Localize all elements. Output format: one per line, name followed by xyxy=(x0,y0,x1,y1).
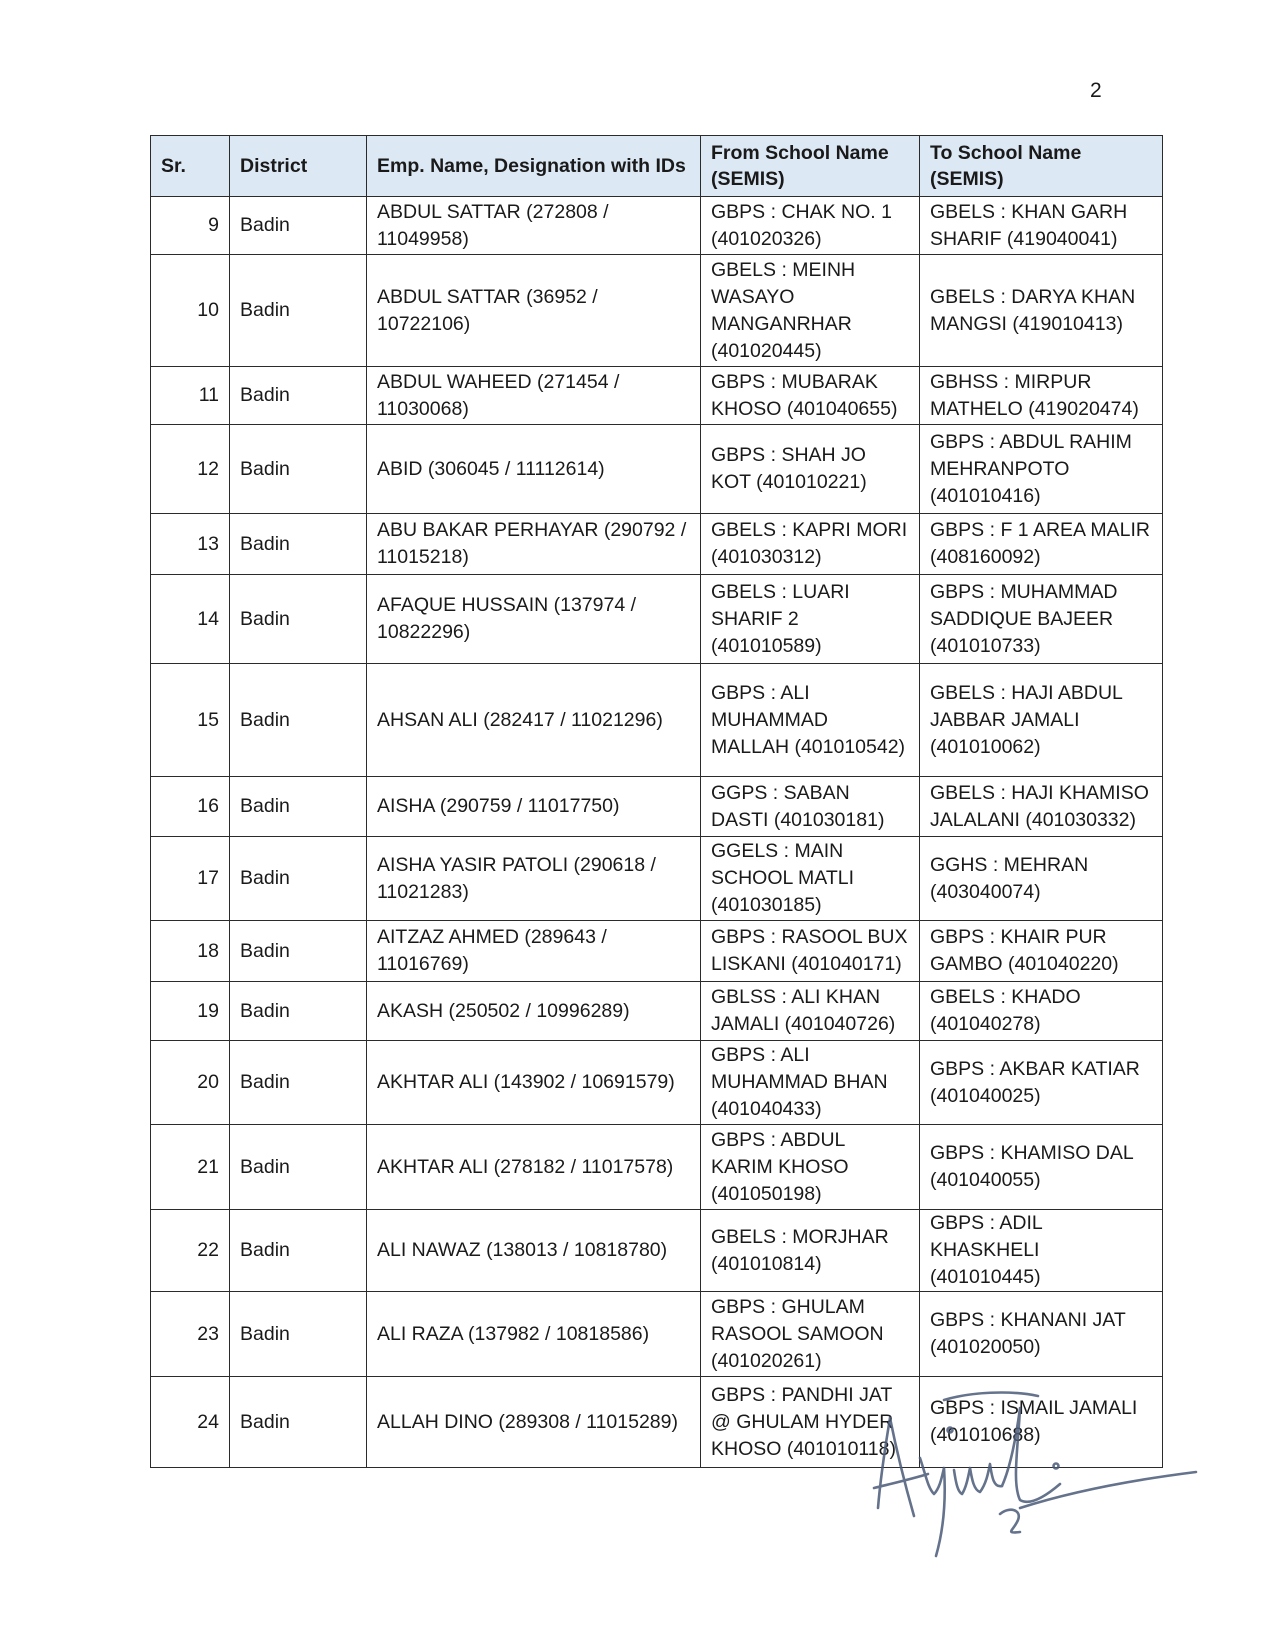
cell-to-school: GBELS : KHADO (401040278) xyxy=(920,982,1163,1041)
cell-to-school: GBPS : MUHAMMAD SADDIQUE BAJEER (401010733) xyxy=(920,575,1163,664)
cell-sr: 14 xyxy=(151,575,230,664)
cell-employee: AISHA YASIR PATOLI (290618 / 11021283) xyxy=(367,837,701,921)
table-row xyxy=(151,777,1163,837)
cell-to-school: GBELS : DARYA KHAN MANGSI (419010413) xyxy=(920,255,1163,367)
header-from-school: From School Name (SEMIS) xyxy=(701,136,920,197)
table-row xyxy=(151,1210,1163,1292)
table-row xyxy=(151,664,1163,777)
cell-district: Badin xyxy=(230,197,367,255)
cell-from-school: GBPS : ABDUL KARIM KHOSO (401050198) xyxy=(701,1125,920,1210)
cell-to-school: GBPS : KHANANI JAT (401020050) xyxy=(920,1292,1163,1377)
cell-employee: ALI RAZA (137982 / 10818586) xyxy=(367,1292,701,1377)
cell-district: Badin xyxy=(230,1041,367,1125)
table-row xyxy=(151,1041,1163,1125)
cell-employee: AITZAZ AHMED (289643 / 11016769) xyxy=(367,921,701,982)
cell-from-school: GBELS : LUARI SHARIF 2 (401010589) xyxy=(701,575,920,664)
cell-sr: 18 xyxy=(151,921,230,982)
header-to-school: To School Name (SEMIS) xyxy=(920,136,1163,197)
cell-from-school: GBPS : MUBARAK KHOSO (401040655) xyxy=(701,367,920,425)
cell-sr: 10 xyxy=(151,255,230,367)
table-body xyxy=(151,197,1163,1468)
cell-district: Badin xyxy=(230,1292,367,1377)
cell-from-school: GBPS : ALI MUHAMMAD MALLAH (401010542) xyxy=(701,664,920,777)
cell-employee: AHSAN ALI (282417 / 11021296) xyxy=(367,664,701,777)
cell-sr: 9 xyxy=(151,197,230,255)
table-row xyxy=(151,367,1163,425)
cell-to-school: GBHSS : MIRPUR MATHELO (419020474) xyxy=(920,367,1163,425)
cell-to-school: GBPS : ISMAIL JAMALI (401010688) xyxy=(920,1377,1163,1468)
cell-employee: ABDUL SATTAR (272808 / 11049958) xyxy=(367,197,701,255)
cell-employee: ALLAH DINO (289308 / 11015289) xyxy=(367,1377,701,1468)
cell-sr: 20 xyxy=(151,1041,230,1125)
cell-employee: AKASH (250502 / 10996289) xyxy=(367,982,701,1041)
table-row xyxy=(151,425,1163,514)
cell-from-school: GBELS : KAPRI MORI (401030312) xyxy=(701,514,920,575)
table-row xyxy=(151,982,1163,1041)
cell-from-school: GBELS : MORJHAR (401010814) xyxy=(701,1210,920,1292)
cell-district: Badin xyxy=(230,921,367,982)
cell-sr: 13 xyxy=(151,514,230,575)
cell-sr: 12 xyxy=(151,425,230,514)
cell-to-school: GBPS : AKBAR KATIAR (401040025) xyxy=(920,1041,1163,1125)
cell-district: Badin xyxy=(230,837,367,921)
cell-to-school: GBELS : HAJI KHAMISO JALALANI (401030332) xyxy=(920,777,1163,837)
table-row xyxy=(151,921,1163,982)
cell-sr: 23 xyxy=(151,1292,230,1377)
cell-district: Badin xyxy=(230,255,367,367)
cell-employee: ABDUL WAHEED (271454 / 11030068) xyxy=(367,367,701,425)
cell-district: Badin xyxy=(230,575,367,664)
cell-sr: 16 xyxy=(151,777,230,837)
cell-employee: AKHTAR ALI (143902 / 10691579) xyxy=(367,1041,701,1125)
cell-sr: 24 xyxy=(151,1377,230,1468)
cell-from-school: GBPS : ALI MUHAMMAD BHAN (401040433) xyxy=(701,1041,920,1125)
cell-from-school: GGELS : MAIN SCHOOL MATLI (401030185) xyxy=(701,837,920,921)
cell-to-school: GBPS : KHAMISO DAL (401040055) xyxy=(920,1125,1163,1210)
cell-sr: 21 xyxy=(151,1125,230,1210)
cell-district: Badin xyxy=(230,425,367,514)
cell-employee: AISHA (290759 / 11017750) xyxy=(367,777,701,837)
page-number: 2 xyxy=(1090,79,1102,102)
cell-employee: ABID (306045 / 11112614) xyxy=(367,425,701,514)
cell-from-school: GBELS : MEINH WASAYO MANGANRHAR (401020445) xyxy=(701,255,920,367)
cell-to-school: GBPS : ABDUL RAHIM MEHRANPOTO (401010416) xyxy=(920,425,1163,514)
cell-employee: ALI NAWAZ (138013 / 10818780) xyxy=(367,1210,701,1292)
header-row xyxy=(151,136,1163,197)
cell-employee: ABDUL SATTAR (36952 / 10722106) xyxy=(367,255,701,367)
cell-district: Badin xyxy=(230,1125,367,1210)
cell-district: Badin xyxy=(230,1377,367,1468)
cell-district: Badin xyxy=(230,367,367,425)
cell-to-school: GBPS : KHAIR PUR GAMBO (401040220) xyxy=(920,921,1163,982)
table-row xyxy=(151,575,1163,664)
table-row xyxy=(151,197,1163,255)
table-header xyxy=(151,136,1163,197)
table-row xyxy=(151,1377,1163,1468)
cell-sr: 19 xyxy=(151,982,230,1041)
cell-district: Badin xyxy=(230,982,367,1041)
table-row xyxy=(151,837,1163,921)
cell-from-school: GBPS : CHAK NO. 1 (401020326) xyxy=(701,197,920,255)
table-row xyxy=(151,1292,1163,1377)
header-employee: Emp. Name, Designation with IDs xyxy=(367,136,701,197)
table-row xyxy=(151,255,1163,367)
cell-district: Badin xyxy=(230,514,367,575)
transfer-table xyxy=(150,135,1163,1468)
cell-from-school: GBPS : SHAH JO KOT (401010221) xyxy=(701,425,920,514)
cell-to-school: GBPS : ADIL KHASKHELI (401010445) xyxy=(920,1210,1163,1292)
cell-sr: 15 xyxy=(151,664,230,777)
cell-from-school: GGPS : SABAN DASTI (401030181) xyxy=(701,777,920,837)
header-district: District xyxy=(230,136,367,197)
cell-from-school: GBPS : RASOOL BUX LISKANI (401040171) xyxy=(701,921,920,982)
cell-to-school: GBPS : F 1 AREA MALIR (408160092) xyxy=(920,514,1163,575)
cell-sr: 17 xyxy=(151,837,230,921)
cell-employee: ABU BAKAR PERHAYAR (290792 / 11015218) xyxy=(367,514,701,575)
cell-employee: AKHTAR ALI (278182 / 11017578) xyxy=(367,1125,701,1210)
cell-sr: 11 xyxy=(151,367,230,425)
cell-to-school: GBELS : HAJI ABDUL JABBAR JAMALI (401010062) xyxy=(920,664,1163,777)
cell-district: Badin xyxy=(230,777,367,837)
cell-to-school: GBELS : KHAN GARH SHARIF (419040041) xyxy=(920,197,1163,255)
cell-district: Badin xyxy=(230,664,367,777)
header-sr: Sr. xyxy=(151,136,230,197)
cell-from-school: GBPS : GHULAM RASOOL SAMOON (401020261) xyxy=(701,1292,920,1377)
table-row xyxy=(151,514,1163,575)
cell-district: Badin xyxy=(230,1210,367,1292)
table-row xyxy=(151,1125,1163,1210)
cell-employee: AFAQUE HUSSAIN (137974 / 10822296) xyxy=(367,575,701,664)
cell-from-school: GBPS : PANDHI JAT @ GHULAM HYDER KHOSO (401010118) xyxy=(701,1377,920,1468)
cell-to-school: GGHS : MEHRAN (403040074) xyxy=(920,837,1163,921)
cell-from-school: GBLSS : ALI KHAN JAMALI (401040726) xyxy=(701,982,920,1041)
cell-sr: 22 xyxy=(151,1210,230,1292)
